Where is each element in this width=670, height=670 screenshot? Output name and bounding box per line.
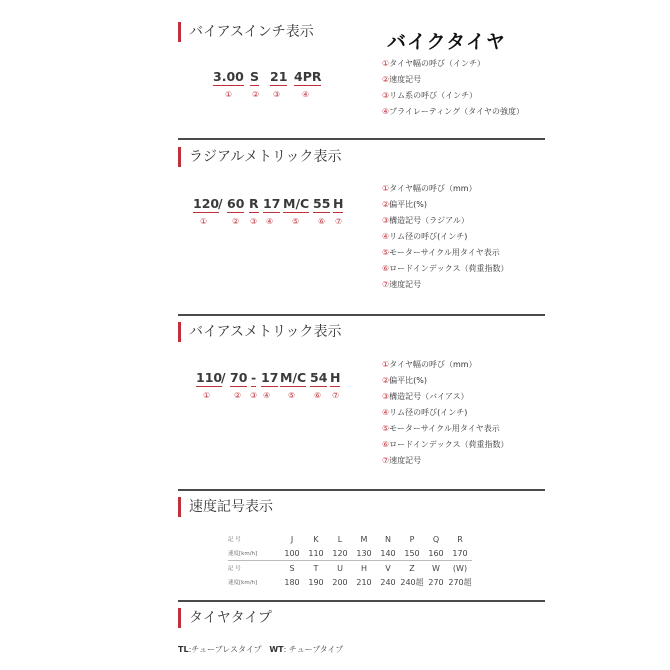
legend-item: ③リム系の呼び（インチ） [382,91,478,100]
marker: ① [200,217,208,226]
table-cell: R [457,534,463,544]
token: 17 [263,196,281,211]
table-cell: 100 [280,546,304,561]
table-cell: 110 [304,546,328,561]
table-cell: P [409,534,415,544]
table-row [228,561,472,576]
legend-item: ⑦速度記号 [382,456,422,465]
table-cell: 130 [352,546,376,561]
legend-item: ⑤モーターサイクル用タイヤ表示 [382,248,500,257]
legend-item: ④リム径の呼び(インチ) [382,408,468,417]
marker: ⑥ [314,391,322,400]
token: / [218,196,223,211]
legend-item: ①タイヤ幅の呼び（mm） [382,184,477,193]
table-cell: S [289,563,295,573]
marker: ④ [302,90,310,99]
legend-item: ④プライレーティング（タイヤの強度） [382,107,524,116]
legend-item: ⑦速度記号 [382,280,422,289]
marker: ④ [263,391,271,400]
token: 3.00 [213,69,244,84]
token: 110 [196,370,223,385]
token: 21 [270,69,288,84]
marker: ③ [250,391,258,400]
table-cell: 170 [448,546,472,561]
table-cell: Q [432,534,440,544]
section-title-radial-metric: ラジアルメトリック表示 [178,147,341,167]
table-cell: U [337,563,343,573]
legend-item: ⑤モーターサイクル用タイヤ表示 [382,424,500,433]
legend-item: ①タイヤ幅の呼び（mm） [382,360,477,369]
token: 17 [261,370,279,385]
legend-item: ⑥ロードインデックス（荷重指数） [382,440,509,449]
table-cell: 240超 [400,577,424,587]
token: H [333,196,344,211]
token: 54 [310,370,328,385]
token: M/C [280,370,307,385]
legend-radial-metric [382,181,509,293]
table-row [228,575,472,589]
marker: ⑦ [332,391,340,400]
token: 120 [193,196,220,211]
table-cell: M [360,534,368,544]
token: 4PR [294,69,322,84]
table-cell: T [313,563,319,573]
brand-title: バイクタイヤ [387,31,506,53]
table-cell: 190 [308,577,324,587]
token: H [330,370,341,385]
token: - [251,370,257,385]
tl-text: :チューブレスタイプ [188,645,262,654]
marker: ④ [266,217,274,226]
table-cell: 180 [284,577,300,587]
wt-text: : チューブタイプ [283,645,344,654]
row-label: 記 号 [228,537,241,543]
section-title-tire-type: タイヤタイプ [178,608,272,628]
speed-table [228,532,472,589]
table-cell: (W) [452,563,468,573]
legend-item: ③構造記号（ラジアル） [382,216,469,225]
token: M/C [283,196,310,211]
table-cell: 120 [328,546,352,561]
row-label: 記 号 [228,566,241,572]
marker: ⑥ [318,217,326,226]
wt-code: WT [269,645,284,654]
marker: ② [234,391,242,400]
marker: ① [203,391,211,400]
token: R [249,196,259,211]
row-label: 速度[km/h] [228,580,258,586]
marker: ⑦ [335,217,343,226]
marker: ② [232,217,240,226]
marker: ③ [250,217,258,226]
row-label: 速度[km/h] [228,546,280,561]
table-cell: H [360,563,367,573]
table-cell: K [313,534,319,544]
legend-item: ③構造記号（バイアス） [382,392,469,401]
table-cell: V [385,563,391,573]
legend-item: ④リム径の呼び(インチ) [382,232,468,241]
legend-bias-metric [382,357,509,469]
tire-type-legend [178,644,343,655]
marker: ⑤ [292,217,300,226]
legend-item: ⑥ロードインデックス（荷重指数） [382,264,509,273]
section-divider [178,138,545,140]
tl-code: TL [178,645,189,654]
section-divider [178,314,545,316]
legend-item: ②偏平比(%) [382,376,428,385]
table-cell: 240 [380,577,396,587]
section-divider [178,600,545,602]
marker: ① [225,90,233,99]
table-cell: 160 [424,546,448,561]
legend-item: ②速度記号 [382,75,422,84]
section-title-bias-inch: バイアスインチ表示 [178,22,314,42]
section-divider [178,489,545,491]
token: 55 [313,196,331,211]
table-cell: J [290,534,294,544]
section-title-bias-metric: バイアスメトリック表示 [178,322,341,342]
table-cell: 270超 [448,577,472,587]
table-cell: 210 [356,577,372,587]
legend-item: ①タイヤ幅の呼び（インチ） [382,59,486,68]
marker: ③ [273,90,281,99]
section-title-speed: 速度記号表示 [178,497,273,517]
table-cell: 200 [332,577,348,587]
table-row [228,532,472,546]
legend-bias-inch [382,56,524,120]
token: 60 [227,196,245,211]
table-cell: 140 [376,546,400,561]
token: / [221,370,226,385]
table-cell: 150 [400,546,424,561]
table-cell: Z [409,563,415,573]
table-cell: 270 [428,577,444,587]
legend-item: ②偏平比(%) [382,200,428,209]
table-cell: N [385,534,391,544]
token: 70 [230,370,248,385]
token: S [250,69,260,84]
table-cell: L [337,534,343,544]
table-row [228,546,472,561]
marker: ⑤ [288,391,296,400]
marker: ② [252,90,260,99]
table-cell: W [432,563,440,573]
